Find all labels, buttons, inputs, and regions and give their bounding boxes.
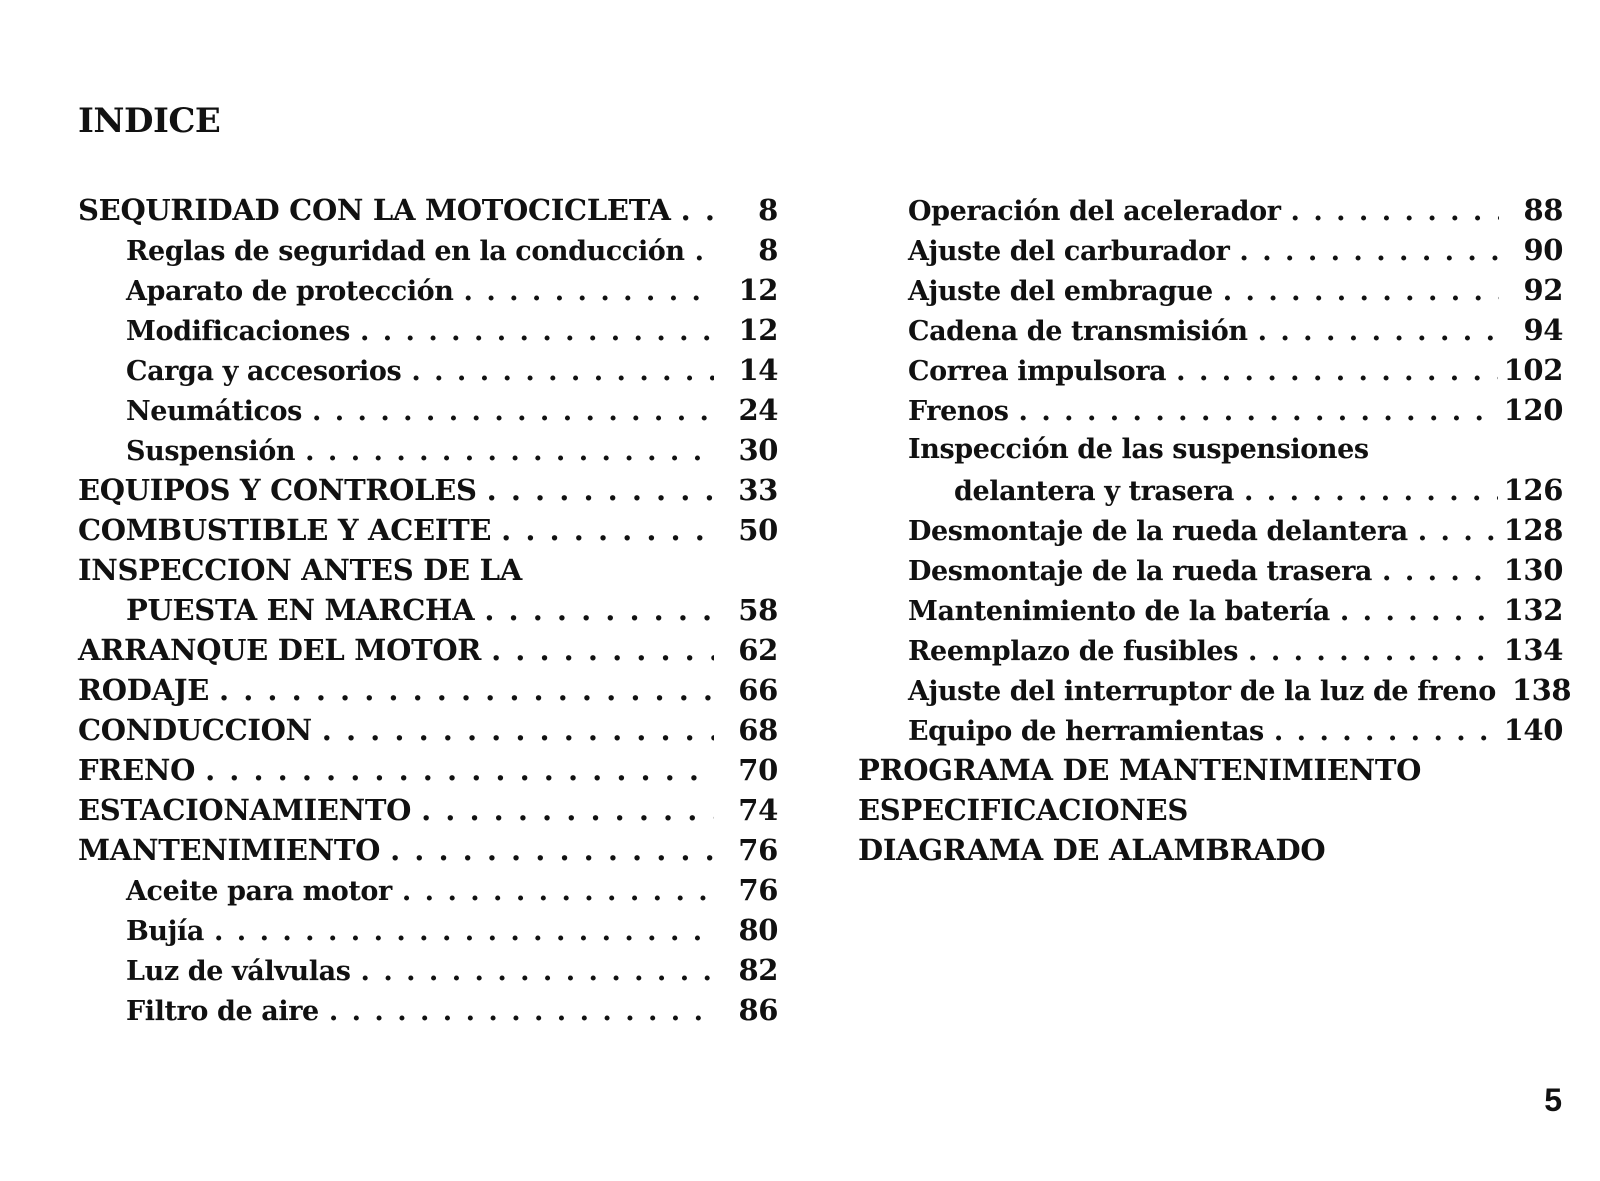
toc-entry[interactable] bbox=[858, 710, 1563, 750]
toc-leader-dots bbox=[402, 872, 714, 912]
toc-leader-dots bbox=[1019, 392, 1498, 432]
toc-entry-page: 86 bbox=[738, 993, 778, 1027]
toc-entry-page: 8 bbox=[758, 193, 778, 227]
toc-entry-page: 140 bbox=[1503, 713, 1563, 747]
toc-entry-label: RODAJE bbox=[78, 673, 210, 707]
toc-entry-page: 80 bbox=[738, 913, 778, 947]
toc-entry-page: 66 bbox=[738, 673, 778, 707]
toc-leader-dots bbox=[501, 510, 714, 550]
toc-entry[interactable] bbox=[78, 870, 778, 910]
toc-entry-label: ARRANQUE DEL MOTOR bbox=[78, 633, 482, 667]
toc-entry[interactable] bbox=[78, 310, 778, 350]
toc-leader-dots bbox=[1223, 272, 1499, 312]
toc-entry-label: Frenos bbox=[908, 396, 1009, 427]
toc-entry-label: Luz de válvulas bbox=[126, 956, 351, 987]
toc-entry-label: Mantenimiento de la batería bbox=[908, 596, 1330, 627]
toc-leader-dots bbox=[219, 670, 714, 710]
toc-entry[interactable] bbox=[858, 550, 1563, 590]
toc-entry-page: 70 bbox=[738, 753, 778, 787]
toc-entry-label: COMBUSTIBLE Y ACEITE bbox=[78, 513, 492, 547]
toc-entry[interactable] bbox=[858, 830, 1563, 870]
toc-entry[interactable] bbox=[78, 390, 778, 430]
toc-entry-page: 76 bbox=[738, 873, 778, 907]
toc-entry[interactable] bbox=[858, 470, 1563, 510]
toc-entry-page: 82 bbox=[738, 953, 778, 987]
toc-entry[interactable] bbox=[858, 510, 1563, 550]
toc-leader-dots bbox=[205, 750, 714, 790]
toc-entry-label: Reglas de seguridad en la conducción bbox=[126, 236, 685, 267]
toc-entry-label: PROGRAMA DE MANTENIMIENTO bbox=[858, 753, 1422, 787]
toc-leader-dots bbox=[491, 630, 714, 670]
toc-entry-page: 50 bbox=[738, 513, 778, 547]
toc-entry[interactable] bbox=[858, 350, 1563, 390]
toc-entry[interactable] bbox=[858, 750, 1563, 790]
toc-entry[interactable] bbox=[858, 310, 1563, 350]
toc-entry-page: 102 bbox=[1503, 353, 1563, 387]
toc-entry-label: Carga y accesorios bbox=[126, 356, 402, 387]
toc-entry-label: Operación del acelerador bbox=[908, 196, 1281, 227]
toc-entry-label: Reemplazo de fusibles bbox=[908, 636, 1239, 667]
toc-entry[interactable] bbox=[858, 190, 1563, 230]
toc-left-column bbox=[78, 190, 778, 1030]
toc-entry-page: 33 bbox=[738, 473, 778, 507]
toc-entry-page: 138 bbox=[1511, 673, 1572, 707]
toc-entry-label: DIAGRAMA DE ALAMBRADO bbox=[858, 833, 1326, 867]
toc-entry-page: 12 bbox=[738, 273, 778, 307]
toc-entry-page: 90 bbox=[1523, 233, 1563, 267]
toc-entry-page: 14 bbox=[738, 353, 778, 387]
toc-leader-dots bbox=[312, 392, 714, 432]
toc-entry-label: Cadena de transmisión bbox=[908, 316, 1248, 347]
toc-entry-label: Inspección de las suspensiones bbox=[908, 434, 1369, 465]
toc-entry-label: Filtro de aire bbox=[126, 996, 319, 1027]
toc-entry[interactable] bbox=[78, 350, 778, 390]
toc-entry-label: Aparato de protección bbox=[126, 276, 454, 307]
toc-entry[interactable] bbox=[78, 910, 778, 950]
toc-entry-label: CONDUCCION bbox=[78, 713, 312, 747]
toc-entry-label: Ajuste del interruptor de la luz de freno bbox=[908, 676, 1496, 707]
toc-leader-dots bbox=[214, 912, 714, 952]
toc-leader-dots bbox=[322, 710, 714, 750]
toc-entry-label: MANTENIMIENTO bbox=[78, 833, 381, 867]
toc-entry-page: 12 bbox=[738, 313, 778, 347]
toc-entry[interactable] bbox=[858, 590, 1563, 630]
toc-entry[interactable] bbox=[858, 270, 1563, 310]
toc-leader-dots bbox=[1258, 312, 1499, 352]
toc-entry-label: ESPECIFICACIONES bbox=[858, 793, 1189, 827]
toc-entry-label: SEQURIDAD CON LA MOTOCICLETA bbox=[78, 193, 671, 227]
toc-entry-label: Desmontaje de la rueda delantera bbox=[908, 516, 1408, 547]
toc-entry[interactable] bbox=[78, 230, 778, 270]
toc-right-column bbox=[858, 190, 1572, 870]
toc-entry[interactable] bbox=[78, 670, 778, 710]
toc-entry-label: Ajuste del carburador bbox=[908, 236, 1230, 267]
toc-leader-dots bbox=[1340, 592, 1498, 632]
toc-entry[interactable] bbox=[78, 430, 778, 470]
toc-entry-label: Equipo de herramientas bbox=[908, 716, 1264, 747]
toc-entry-page: 120 bbox=[1503, 393, 1563, 427]
toc-entry-page: 8 bbox=[758, 233, 778, 267]
toc-entry-label: Suspensión bbox=[126, 436, 296, 467]
toc-leader-dots bbox=[484, 590, 714, 630]
toc-leader-dots bbox=[361, 952, 714, 992]
toc-entry[interactable] bbox=[858, 230, 1563, 270]
toc-entry[interactable] bbox=[78, 470, 778, 510]
toc-entry-label: INSPECCION ANTES DE LA bbox=[78, 553, 522, 587]
toc-entry-page: 24 bbox=[738, 393, 778, 427]
toc-entry[interactable] bbox=[78, 510, 778, 550]
toc-entry[interactable] bbox=[858, 790, 1563, 830]
toc-entry-label: Ajuste del embrague bbox=[908, 276, 1213, 307]
toc-entry[interactable] bbox=[78, 630, 778, 670]
toc-leader-dots bbox=[390, 830, 714, 870]
toc-leader-dots bbox=[1248, 632, 1498, 672]
toc-entry-page: 74 bbox=[738, 793, 778, 827]
toc-entry-label: Correa impulsora bbox=[908, 356, 1167, 387]
toc-entry-page: 92 bbox=[1523, 273, 1563, 307]
toc-leader-dots bbox=[411, 352, 714, 392]
toc-entry-label: Bujía bbox=[126, 916, 204, 947]
toc-entry-page: 128 bbox=[1503, 513, 1563, 547]
toc-entry[interactable] bbox=[78, 710, 778, 750]
toc-entry[interactable] bbox=[78, 550, 778, 590]
toc-entry-label: Aceite para motor bbox=[126, 876, 392, 907]
toc-leader-dots bbox=[1239, 232, 1499, 272]
toc-leader-dots bbox=[464, 272, 714, 312]
toc-entry-page: 130 bbox=[1503, 553, 1563, 587]
toc-entry[interactable] bbox=[858, 670, 1572, 710]
toc-entry-label: delantera y trasera bbox=[954, 476, 1234, 507]
toc-entry[interactable] bbox=[858, 390, 1563, 430]
toc-leader-dots bbox=[1274, 712, 1498, 752]
toc-entry-page: 30 bbox=[738, 433, 778, 467]
toc-leader-dots bbox=[1291, 192, 1499, 232]
toc-entry-page: 94 bbox=[1523, 313, 1563, 347]
toc-entry-page: 68 bbox=[738, 713, 778, 747]
toc-leader-dots bbox=[1176, 352, 1498, 392]
toc-entry[interactable] bbox=[78, 830, 778, 870]
toc-entry-label: ESTACIONAMIENTO bbox=[78, 793, 412, 827]
toc-leader-dots bbox=[681, 190, 714, 230]
toc-entry-page: 58 bbox=[738, 593, 778, 627]
toc-entry[interactable] bbox=[78, 270, 778, 310]
toc-entry-page: 76 bbox=[738, 833, 778, 867]
toc-leader-dots bbox=[305, 432, 714, 472]
toc-entry-label: PUESTA EN MARCHA bbox=[126, 593, 475, 627]
toc-entry-page: 126 bbox=[1503, 473, 1563, 507]
page-title: INDICE bbox=[78, 101, 221, 141]
toc-entry-label: Desmontaje de la rueda trasera bbox=[908, 556, 1373, 587]
toc-entry-page: 132 bbox=[1503, 593, 1563, 627]
toc-leader-dots bbox=[695, 232, 714, 272]
toc-entry-label: EQUIPOS Y CONTROLES bbox=[78, 473, 477, 507]
toc-entry[interactable] bbox=[78, 990, 778, 1030]
toc-entry[interactable] bbox=[858, 430, 1563, 470]
toc-leader-dots bbox=[360, 312, 714, 352]
toc-leader-dots bbox=[487, 470, 714, 510]
toc-leader-dots bbox=[329, 992, 714, 1032]
toc-leader-dots bbox=[1418, 512, 1498, 552]
toc-leader-dots bbox=[1244, 472, 1498, 512]
toc-entry[interactable] bbox=[78, 950, 778, 990]
toc-entry[interactable] bbox=[858, 630, 1563, 670]
toc-entry[interactable] bbox=[78, 750, 778, 790]
toc-entry-label: Neumáticos bbox=[126, 396, 302, 427]
page-number: 5 bbox=[1544, 1082, 1562, 1118]
toc-entry[interactable] bbox=[78, 190, 778, 230]
toc-entry[interactable] bbox=[78, 790, 778, 830]
toc-entry[interactable] bbox=[78, 590, 778, 630]
toc-leader-dots bbox=[1382, 552, 1498, 592]
toc-entry-label: FRENO bbox=[78, 753, 196, 787]
toc-entry-page: 62 bbox=[738, 633, 778, 667]
toc-entry-label: Modificaciones bbox=[126, 316, 350, 347]
toc-entry-page: 88 bbox=[1523, 193, 1563, 227]
toc-leader-dots bbox=[421, 790, 714, 830]
toc-entry-page: 134 bbox=[1503, 633, 1563, 667]
